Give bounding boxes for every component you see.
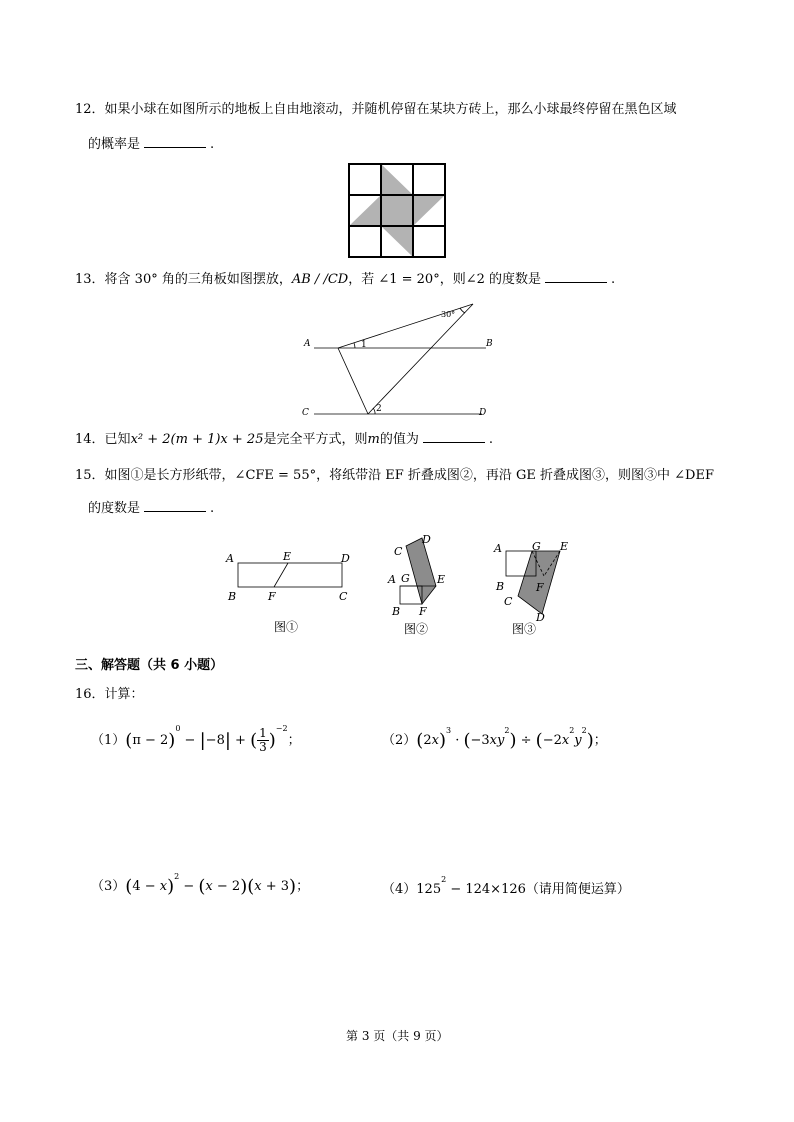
q12-answer-blank [144, 135, 206, 148]
q13-angle-30-label: 30° [441, 310, 456, 319]
q16-p4-base: 125 [416, 882, 442, 897]
fig2-label-C: C [394, 545, 403, 558]
q16-p3-end: ； [296, 879, 310, 894]
q12-tile-figure [349, 164, 445, 257]
fig3-label-G: G [532, 540, 541, 553]
q16-title: 计算： [104, 687, 144, 702]
q12-text-2: 的概率是 [88, 137, 141, 152]
q13-text-b: ，若 ∠1 = 20°，则∠2 的度数是 [348, 272, 541, 287]
q13-number: 13． [75, 272, 105, 287]
q13-figure [300, 298, 500, 420]
q16-p4-formula: $125^2 - 124\times 126$ [416, 875, 526, 897]
q16-part-3 [91, 872, 310, 897]
fig2-label-B: B [392, 605, 401, 618]
q12-shaded-region [349, 164, 445, 257]
q12-number: 12． [75, 102, 105, 117]
q14-text-b: 是完全平方式，则 [263, 432, 368, 447]
fig3-label-A: A [494, 542, 502, 555]
q15-answer-blank [144, 499, 206, 512]
fig1-caption: 图① [274, 620, 299, 634]
q16-title-line [75, 686, 144, 704]
q12-line2 [88, 135, 214, 154]
q14-expression: x² + 2(m + 1)x + 25 [130, 432, 264, 447]
q16-number: 16． [75, 687, 105, 702]
q16-p4-note: （请用简便运算） [525, 882, 630, 897]
fig3-caption: 图③ [512, 622, 537, 636]
q14-text-c: 的值为 [379, 432, 419, 447]
q16-p3-label: （3） [91, 879, 126, 894]
q13-parallel: AB / /CD [291, 272, 349, 287]
q15-text-1: 如图①是长方形纸带，∠CFE = 55°，将纸带沿 EF 折叠成图②，再沿 GE 折叠成图③，则图③中 ∠DEF [104, 468, 714, 483]
fig3-label-D: D [536, 611, 545, 624]
q16-part-1 [91, 724, 301, 754]
q13-label-C: C [302, 408, 309, 418]
q16-p2-end: ； [593, 733, 607, 748]
fig3-label-E: E [560, 540, 569, 553]
q14-period: . [488, 432, 493, 447]
q12-text-1: 如果小球在如图所示的地板上自由地滚动，并随机停留在某块方砖上，那么小球最终停留在黑色区域 [104, 102, 677, 117]
q16-p1-end: ； [287, 733, 301, 748]
q15-line2 [88, 499, 214, 518]
fig2-label-D: D [422, 533, 431, 546]
q13-angle-1-label: 1 [361, 340, 367, 350]
q13-answer-blank [545, 270, 607, 283]
fig2-folded-strip [406, 538, 436, 604]
fig1-label-B: B [228, 590, 237, 603]
fig3-label-C: C [504, 595, 513, 608]
q15-figure-2 [386, 532, 456, 638]
q16-part-4 [382, 875, 630, 897]
fig1-label-C: C [339, 590, 348, 603]
fig2-label-A: A [388, 573, 396, 586]
q16-p2-formula: $(2x)^3 \cdot (-3xy^2) \div (-2x^2y^2)$ [416, 726, 594, 751]
q16-p3-formula: $(4 - x)^2 - (x - 2)(x + 3)$ [125, 872, 297, 897]
q16-p2-label: （2） [382, 733, 417, 748]
fig1-label-F: F [268, 590, 276, 603]
q14-variable: m [367, 432, 380, 447]
q15-figure-1 [224, 545, 354, 637]
fig2-label-E: E [437, 573, 446, 586]
q12-line1 [75, 101, 677, 119]
q14-answer-blank [423, 430, 485, 443]
q15-line1 [75, 467, 714, 485]
fig3-label-B: B [496, 580, 505, 593]
fig3-label-F: F [536, 581, 544, 594]
q13-label-A: A [304, 339, 311, 349]
q15-number: 15． [75, 468, 105, 483]
fig2-caption: 图② [404, 622, 429, 636]
q14-number: 14． [75, 432, 105, 447]
fig1-label-D: D [341, 552, 350, 565]
q13-label-B: B [486, 339, 493, 349]
q14-text-a: 已知 [104, 432, 131, 447]
section-3-title: 三、解答题（共 6 小题） [75, 658, 224, 673]
q13-label-D: D [479, 408, 487, 418]
q12-period: . [210, 137, 215, 152]
fig2-label-F: F [419, 605, 427, 618]
q13-text-a: 将含 30° 角的三角板如图摆放， [104, 272, 292, 287]
q16-p1-formula: $(\pi - 2)^0 - |-8|$ + ( $\frac{1}{3}$ )$^{-2}$ [125, 724, 288, 754]
fig1-label-A: A [226, 552, 234, 565]
q15-text-2: 的度数是 [88, 501, 141, 516]
q15-period: . [210, 501, 215, 516]
q16-p4-label: （4） [382, 882, 417, 897]
fig2-label-G: G [401, 572, 410, 585]
q13-period: . [611, 272, 616, 287]
q16-p4-rest: − 124×126 [446, 882, 526, 897]
fig1-label-E: E [283, 550, 292, 563]
q13-line [75, 270, 615, 289]
q16-p1-label: （1） [91, 733, 126, 748]
q16-part-2 [382, 726, 607, 751]
q15-figure-3 [492, 536, 582, 638]
page-footer: 第 3 页（共 9 页） [346, 1029, 449, 1043]
q13-angle-2-label: 2 [376, 404, 382, 414]
q14-line [75, 430, 493, 449]
